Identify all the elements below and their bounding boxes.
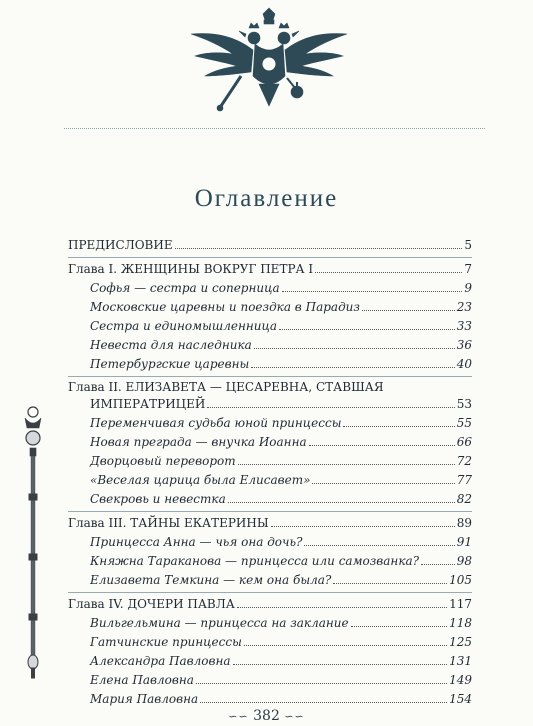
leader-dots: [362, 310, 455, 311]
leader-dots: [351, 626, 447, 627]
chapter-divider: [68, 376, 472, 377]
toc-entry[interactable]: Княжна Тараканова — принцесса или самозванка? 98: [90, 554, 472, 568]
leader-dots: [237, 607, 447, 608]
leader-dots: [251, 367, 454, 368]
scepter-ornament-icon: [16, 404, 50, 680]
footer-ornament-left: ∽∽: [228, 710, 249, 723]
toc-entry[interactable]: Петербургские царевны 40: [90, 357, 472, 371]
toc-entry-chapter-1[interactable]: Глава I. ЖЕНЩИНЫ ВОКРУГ ПЕТРА I 7: [68, 262, 472, 276]
toc-entry[interactable]: Елизавета Темкина — кем она была? 105: [90, 573, 472, 587]
leader-dots: [228, 502, 455, 503]
leader-dots: [333, 583, 447, 584]
leader-dots: [343, 426, 454, 427]
leader-dots: [244, 645, 447, 646]
leader-dots: [304, 545, 454, 546]
toc-entry[interactable]: Невеста для наследника 36: [90, 338, 472, 352]
page-number: 382: [253, 708, 280, 724]
toc-entry[interactable]: Свекровь и невестка 82: [90, 492, 472, 506]
toc-entry[interactable]: Мария Павловна 154: [90, 692, 472, 706]
toc-entry[interactable]: Гатчинские принцессы 125: [90, 635, 472, 649]
toc-entry[interactable]: Вильгельмина — принцесса на заклание 118: [90, 616, 472, 630]
toc-entry[interactable]: Принцесса Анна — чья она дочь? 91: [90, 535, 472, 549]
toc-entry[interactable]: Сестра и единомышленница 33: [90, 319, 472, 333]
toc-entry-chapter-2[interactable]: Глава II. ЕЛИЗАВЕТА — ЦЕСАРЕВНА, СТАВШАЯ ИМПЕРАТРИЦЕЙ 53: [68, 380, 472, 411]
leader-dots: [238, 464, 455, 465]
leader-dots: [207, 407, 454, 408]
table-of-contents: [68, 0, 472, 726]
leader-dots: [200, 702, 447, 703]
toc-entry[interactable]: Александра Павловна 131: [90, 654, 472, 668]
toc-entry[interactable]: «Веселая царица была Елисавет» 77: [90, 473, 472, 487]
toc-entry-chapter-3[interactable]: Глава III. ТАЙНЫ ЕКАТЕРИНЫ 89: [68, 516, 472, 530]
leader-dots: [175, 248, 463, 249]
leader-dots: [279, 329, 455, 330]
toc-entry[interactable]: Новая преграда — внучка Иоанна 66: [90, 435, 472, 449]
leader-dots: [254, 348, 455, 349]
leader-dots: [271, 526, 455, 527]
leader-dots: [421, 564, 455, 565]
page-title: Оглавление: [194, 185, 339, 212]
leader-dots: [233, 664, 448, 665]
toc-entry[interactable]: Московские царевны и поездка в Парадиз 23: [90, 300, 472, 314]
footer-ornament-right: ∽∽: [284, 710, 305, 723]
chapter-divider: [68, 592, 472, 593]
chapter-divider: [68, 257, 472, 258]
leader-dots: [312, 483, 454, 484]
toc-entry-preface[interactable]: ПРЕДИСЛОВИЕ 5: [68, 238, 472, 252]
toc-entry[interactable]: Елена Павловна 149: [90, 673, 472, 687]
leader-dots: [309, 445, 455, 446]
page-footer: [0, 708, 533, 724]
leader-dots: [282, 291, 463, 292]
toc-entry[interactable]: Переменчивая судьба юной принцессы 55: [90, 416, 472, 430]
leader-dots: [315, 272, 462, 273]
toc-entry[interactable]: Дворцовый переворот 72: [90, 454, 472, 468]
toc-entry-chapter-4[interactable]: Глава IV. ДОЧЕРИ ПАВЛА 117: [68, 597, 472, 611]
chapter-divider: [68, 511, 472, 512]
leader-dots: [196, 683, 447, 684]
toc-entry[interactable]: Софья — сестра и соперница 9: [90, 281, 472, 295]
